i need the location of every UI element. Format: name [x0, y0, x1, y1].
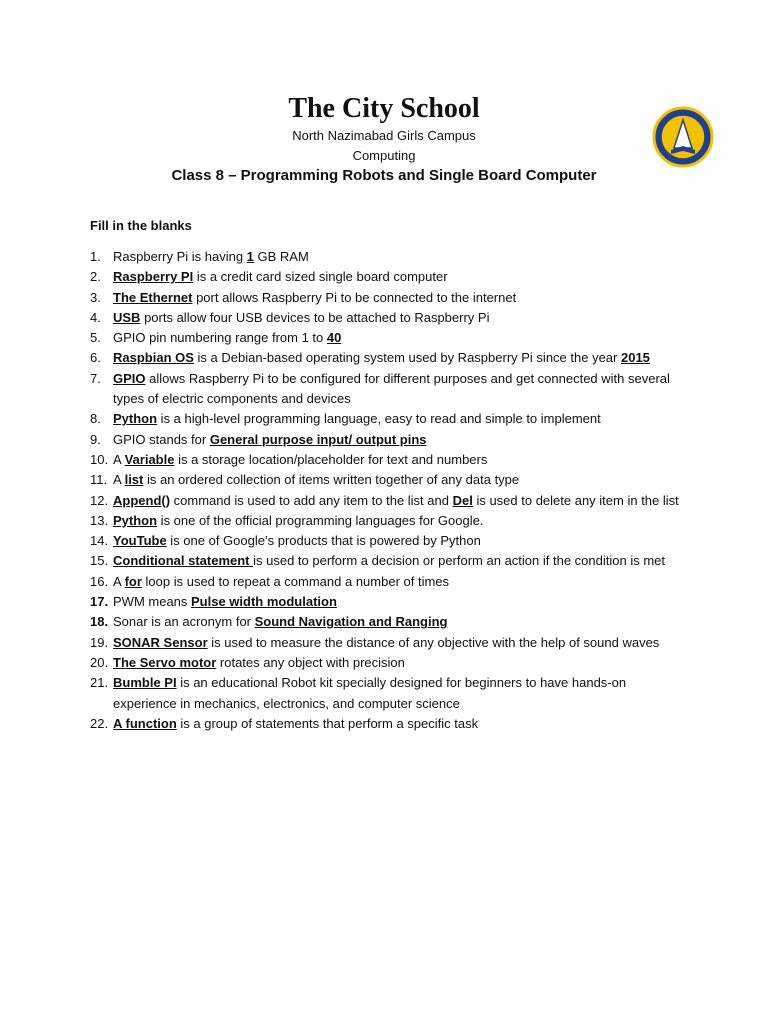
blank-item	[90, 653, 690, 673]
answer-text: Del	[452, 492, 473, 508]
item-number: 1.	[90, 249, 101, 264]
item-number: 13.	[90, 512, 109, 528]
item-number: 9.	[90, 431, 101, 447]
item-number: 16.	[90, 573, 109, 589]
blank-item	[90, 470, 690, 490]
item-text: GPIO pin numbering range from 1 to	[113, 330, 327, 346]
item-number: 12.	[90, 492, 109, 508]
blank-item	[90, 511, 690, 531]
answer-text: USB	[113, 309, 141, 325]
item-text: is a Debian-based operating system used by Raspberry Pi since the year	[193, 350, 621, 366]
blank-item	[90, 348, 690, 368]
blank-item	[90, 714, 690, 734]
item-text: PWM means	[113, 594, 192, 610]
blank-item	[90, 247, 690, 267]
answer-text: Raspberry PI	[113, 269, 194, 285]
answer-text: SONAR Sensor	[113, 634, 208, 650]
blank-item	[90, 612, 690, 632]
item-text: Sonar is an acronym for	[113, 614, 255, 630]
class-heading: Class 8 – Programming Robots and Single Board Computer	[171, 167, 597, 184]
item-text: is a group of statements that perform a specific task	[176, 715, 479, 731]
item-text: rotates any object with precision	[216, 654, 405, 670]
item-number: 8.	[90, 411, 101, 427]
answer-text: Conditional statement	[113, 553, 254, 569]
blank-item	[90, 308, 690, 328]
item-number: 15.	[90, 553, 109, 569]
item-text: is a storage location/placeholder for text and numbers	[174, 451, 488, 467]
blank-item	[90, 572, 690, 592]
blank-item	[90, 633, 690, 653]
item-text: is used to perform a decision or perform an action if the condition is met	[253, 553, 665, 569]
blank-item	[90, 673, 690, 714]
item-text: A	[113, 573, 125, 589]
answer-text: Bumble PI	[113, 675, 177, 691]
item-text: is a high-level programming language, easy to read and simple to implement	[157, 411, 601, 427]
school-title: The City School	[288, 93, 480, 124]
item-text: is an educational Robot kit specially designed for beginners to have hands-on experience in mechanics, electronics, and computer science	[113, 675, 627, 711]
answer-text: Variable	[124, 451, 175, 467]
answer-text: list	[124, 472, 144, 488]
item-text: command is used to add any item to the list and	[170, 492, 453, 508]
item-text: allows Raspberry Pi to be configured for different purposes and get connected with several types of electric components and devices	[113, 370, 670, 407]
item-text: A	[113, 472, 125, 488]
item-number: 2.	[90, 269, 101, 285]
item-text: GPIO stands for	[113, 431, 210, 447]
item-text: is one of Google’s products that is powered by Python	[166, 533, 481, 549]
answer-text: for	[124, 573, 142, 589]
answer-text: 1	[246, 249, 254, 264]
answer-text: GPIO	[113, 370, 146, 386]
item-number: 4.	[90, 309, 101, 325]
item-text: loop is used to repeat a command a number of times	[141, 573, 450, 589]
answer-text: A function	[113, 715, 177, 731]
item-number: 17.	[90, 594, 109, 610]
answer-text: General purpose input/ output pins	[209, 431, 427, 447]
item-text: A	[113, 451, 125, 467]
answer-text: The Ethernet	[113, 289, 193, 305]
blank-item	[90, 369, 690, 410]
item-text: ports allow four USB devices to be attached to Raspberry Pi	[140, 309, 490, 325]
blank-item	[90, 328, 690, 348]
answer-text: YouTube	[113, 533, 167, 549]
answer-text: Sound Navigation and Ranging	[254, 614, 448, 630]
answer-text: Pulse width modulation	[191, 594, 337, 610]
school-crest-logo	[652, 106, 714, 168]
item-number: 7.	[90, 370, 101, 386]
answer-text: Raspbian OS	[113, 350, 194, 366]
blank-item	[90, 592, 690, 612]
item-number: 20.	[90, 654, 109, 670]
item-text: is used to delete any item in the list	[472, 492, 679, 508]
blank-item	[90, 409, 690, 429]
answer-text: Python	[113, 512, 158, 528]
blank-item	[90, 531, 690, 551]
answer-text: Python	[113, 411, 158, 427]
item-number: 10.	[90, 451, 109, 467]
answer-text: The Servo motor	[113, 654, 217, 670]
blank-item	[90, 450, 690, 470]
item-text: GB RAM	[253, 249, 309, 264]
blank-item	[90, 267, 690, 287]
item-number: 11.	[90, 472, 108, 488]
item-number: 21.	[90, 675, 109, 691]
blank-item	[90, 430, 690, 450]
section-title: Fill in the blanks	[90, 218, 192, 233]
item-text: is used to measure the distance of any objective with the help of sound waves	[207, 634, 660, 650]
item-text: Raspberry Pi is having	[113, 249, 247, 264]
fill-in-blanks-list	[90, 247, 690, 734]
item-number: 6.	[90, 350, 101, 366]
item-number: 22.	[90, 715, 109, 731]
blank-item	[90, 491, 690, 511]
item-text: is a credit card sized single board computer	[193, 269, 448, 285]
answer-text: 2015	[620, 350, 650, 366]
subject-name: Computing	[352, 148, 416, 163]
campus-name: North Nazimabad Girls Campus	[292, 128, 476, 143]
answer-text: Append()	[113, 492, 171, 508]
answer-text: 40	[326, 330, 342, 346]
item-text: is one of the official programming languages for Google.	[157, 512, 484, 528]
item-number: 18.	[90, 614, 109, 630]
item-text: is an ordered collection of items written together of any data type	[143, 472, 520, 488]
item-number: 3.	[90, 289, 101, 305]
item-number: 14.	[90, 533, 109, 549]
item-number: 5.	[90, 330, 101, 346]
item-text: port allows Raspberry Pi to be connected to the internet	[192, 289, 517, 305]
blank-item	[90, 551, 690, 571]
item-number: 19.	[90, 634, 109, 650]
blank-item	[90, 288, 690, 308]
